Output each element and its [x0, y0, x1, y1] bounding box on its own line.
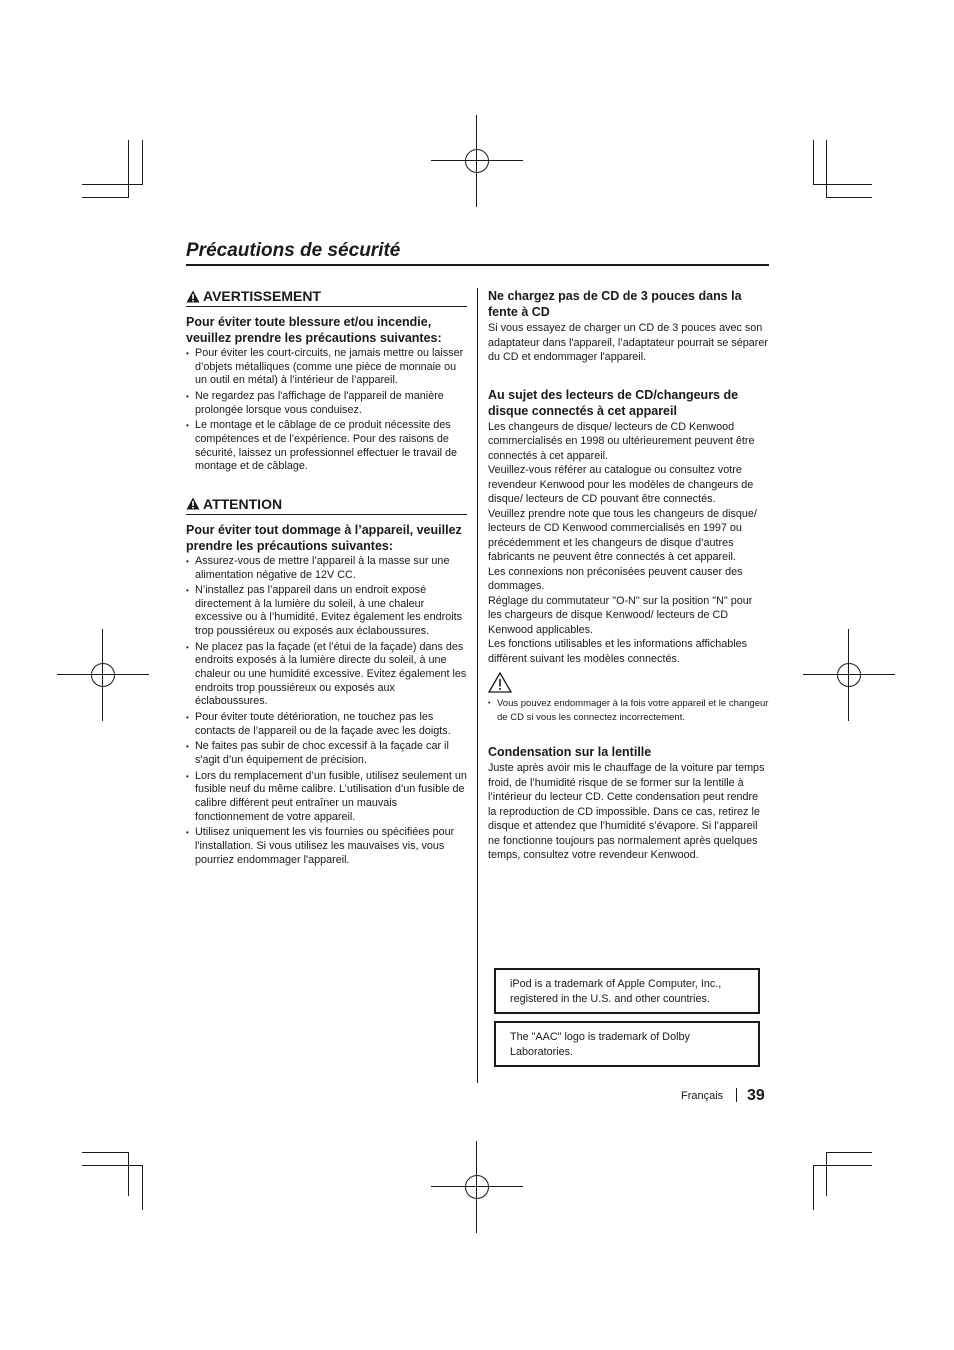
cd3-body: Si vous essayez de charger un CD de 3 pouces avec son adaptateur dans l'appareil, l’adaptateur pourrait se séparer du CD et endommager l'appareil. [488, 322, 768, 363]
crop-mark [82, 184, 142, 185]
list-item: • Pour éviter les court-circuits, ne jamais mettre ou laisser d’objets métalliques (comme une pièce de monnaie ou un outil en métal) à l’intérieur de l’appareil. [186, 347, 467, 388]
crop-mark [813, 140, 814, 185]
changer-paragraph: Les fonctions utilisables et les informations affichables diffèrent suivant les modèles connectés. [488, 638, 748, 665]
list-item: • Pour éviter toute détérioration, ne touchez pas les contacts de l’appareil ou de la façade avec les doigts. [186, 711, 467, 738]
warning-heading [186, 288, 467, 307]
crop-mark [128, 1152, 129, 1196]
crop-mark [813, 1165, 872, 1166]
crop-mark [813, 1165, 814, 1210]
crop-mark [128, 140, 129, 198]
changer-paragraph: Veuillez prendre note que tous les changeurs de disque/ lecteurs de CD Kenwood commercialisés en 1997 ou précédemment et les changeurs de disque d’autres fabricants ne peuvent être connectés à cet appareil. [488, 507, 757, 563]
condensation-body: Juste après avoir mis le chauffage de la voiture par temps froid, de l’humidité risque de se former sur la lentille à l’intérieur du lecteur CD. Cette condensation peut rendre la reproduction de CD impossible. Dans ce cas, retirez le disque et attendez que l’humidité s’évapore. Si l’appareil ne fonctionne toujours pas normalement après quelques temps, consultez votre revendeur Kenwood. [488, 762, 765, 861]
cd3-section [488, 288, 769, 365]
crop-mark [82, 1165, 142, 1166]
crop-mark [826, 197, 872, 198]
caution-list [186, 555, 467, 867]
crop-mark [826, 1152, 872, 1153]
warning-triangle-icon [186, 290, 200, 303]
changer-heading: Au sujet des lecteurs de CD/changeurs de disque connectés à cet appareil [488, 387, 739, 418]
changer-paragraph: Les changeurs de disque/ lecteurs de CD Kenwood commercialisés en 1998 ou ultérieurement peuvent être connectés à cet appareil. [488, 420, 755, 462]
list-item: • N’installez pas l’appareil dans un endroit exposé directement à la lumière du soleil, à une chaleur excessive ou à l’humidité. Evitez également les endroits trop poussiéreux ou exposés aux éclaboussures. [186, 584, 467, 638]
warning-list [186, 347, 467, 474]
registration-mark [431, 1141, 523, 1233]
crop-mark [826, 1152, 827, 1196]
crop-mark [142, 1165, 143, 1210]
list-item: • Utilisez uniquement les vis fournies ou spécifiées pour l'installation. Si vous utilisez les mauvaises vis, vous pourriez endommager l'appareil. [186, 826, 467, 867]
crop-mark [142, 140, 143, 185]
registration-mark [57, 629, 149, 721]
crop-mark [82, 197, 128, 198]
page-number: 39 [747, 1087, 765, 1104]
changer-paragraph: Réglage du commutateur "O-N" sur la position "N" pour les chargeurs de disque Kenwood/ lecteurs de CD Kenwood applicables. [488, 594, 753, 636]
ipod-trademark-box [494, 968, 760, 1014]
crop-mark [826, 140, 827, 198]
aac-trademark-box [494, 1021, 760, 1067]
title-rule [186, 264, 769, 266]
registration-mark [803, 629, 895, 721]
list-item: • Le montage et le câblage de ce produit nécessite des compétences et de l’expérience. Pour des raisons de sécurité, laissez un professionnel effectuer le travail de montage et de câblage. [186, 419, 467, 473]
ipod-trademark-text: iPod is a trademark of Apple Computer, Inc., registered in the U.S. and other countries. [510, 978, 722, 1005]
page-title: Précautions de sécurité [186, 240, 401, 261]
list-item: • Assurez-vous de mettre l’appareil à la masse sur une alimentation négative de 12V CC. [186, 555, 467, 582]
condensation-section [488, 744, 769, 863]
column-divider [477, 288, 478, 1083]
list-item: • Ne regardez pas l'affichage de l'appareil de manière prolongée lorsque vous conduisez. [186, 390, 467, 417]
changer-paragraph: Veuillez-vous référer au catalogue ou consultez votre revendeur Kenwood pour les modèles de changeurs de disque/ lecteurs de CD pouvant être connectés. [488, 464, 754, 505]
warning-heading-text: AVERTISSEMENT [203, 288, 321, 304]
left-column [186, 288, 467, 869]
caution-outline-icon [488, 672, 512, 693]
changer-section [488, 387, 769, 725]
condensation-heading: Condensation sur la lentille [488, 745, 652, 759]
footer-separator [736, 1088, 737, 1102]
list-item: • Lors du remplacement d’un fusible, utilisez seulement un fusible neuf du même calibre. L’utilisation d’un fusible de calibre différent peut entraîner un mauvais fonctionnement de votre appareil. [186, 770, 467, 824]
registration-mark [431, 115, 523, 207]
cd3-heading: Ne chargez pas de CD de 3 pouces dans la fente à CD [488, 289, 742, 319]
crop-mark [813, 184, 872, 185]
list-item: • Ne placez pas la façade (et l’étui de la façade) dans des endroits exposés à la lumière directe du soleil, à une chaleur ou une humidité excessive. Evitez également les endroits trop poussiéreux ou exposés aux éclaboussures. [186, 641, 467, 709]
caution-note: • Vous pouvez endommager à la fois votre appareil et le changeur de CD si vous les connectez incorrectement. [488, 697, 769, 724]
right-column [488, 288, 769, 877]
aac-trademark-text: The "AAC" logo is trademark of Dolby Laboratories. [510, 1031, 690, 1058]
caution-heading [186, 496, 467, 515]
warning-subheading: Pour éviter toute blessure et/ou incendie, veuillez prendre les précautions suivantes: [186, 315, 442, 345]
caution-triangle-icon [186, 497, 200, 510]
changer-paragraph: Les connexions non préconisées peuvent causer des dommages. [488, 565, 743, 592]
footer-language: Français [681, 1090, 724, 1102]
caution-subheading: Pour éviter tout dommage à l’appareil, veuillez prendre les précautions suivantes: [186, 522, 462, 553]
caution-heading-text: ATTENTION [203, 495, 283, 512]
list-item: • Ne faites pas subir de choc excessif à la façade car il s'agit d’un équipement de précision. [186, 740, 467, 767]
crop-mark [82, 1152, 128, 1153]
